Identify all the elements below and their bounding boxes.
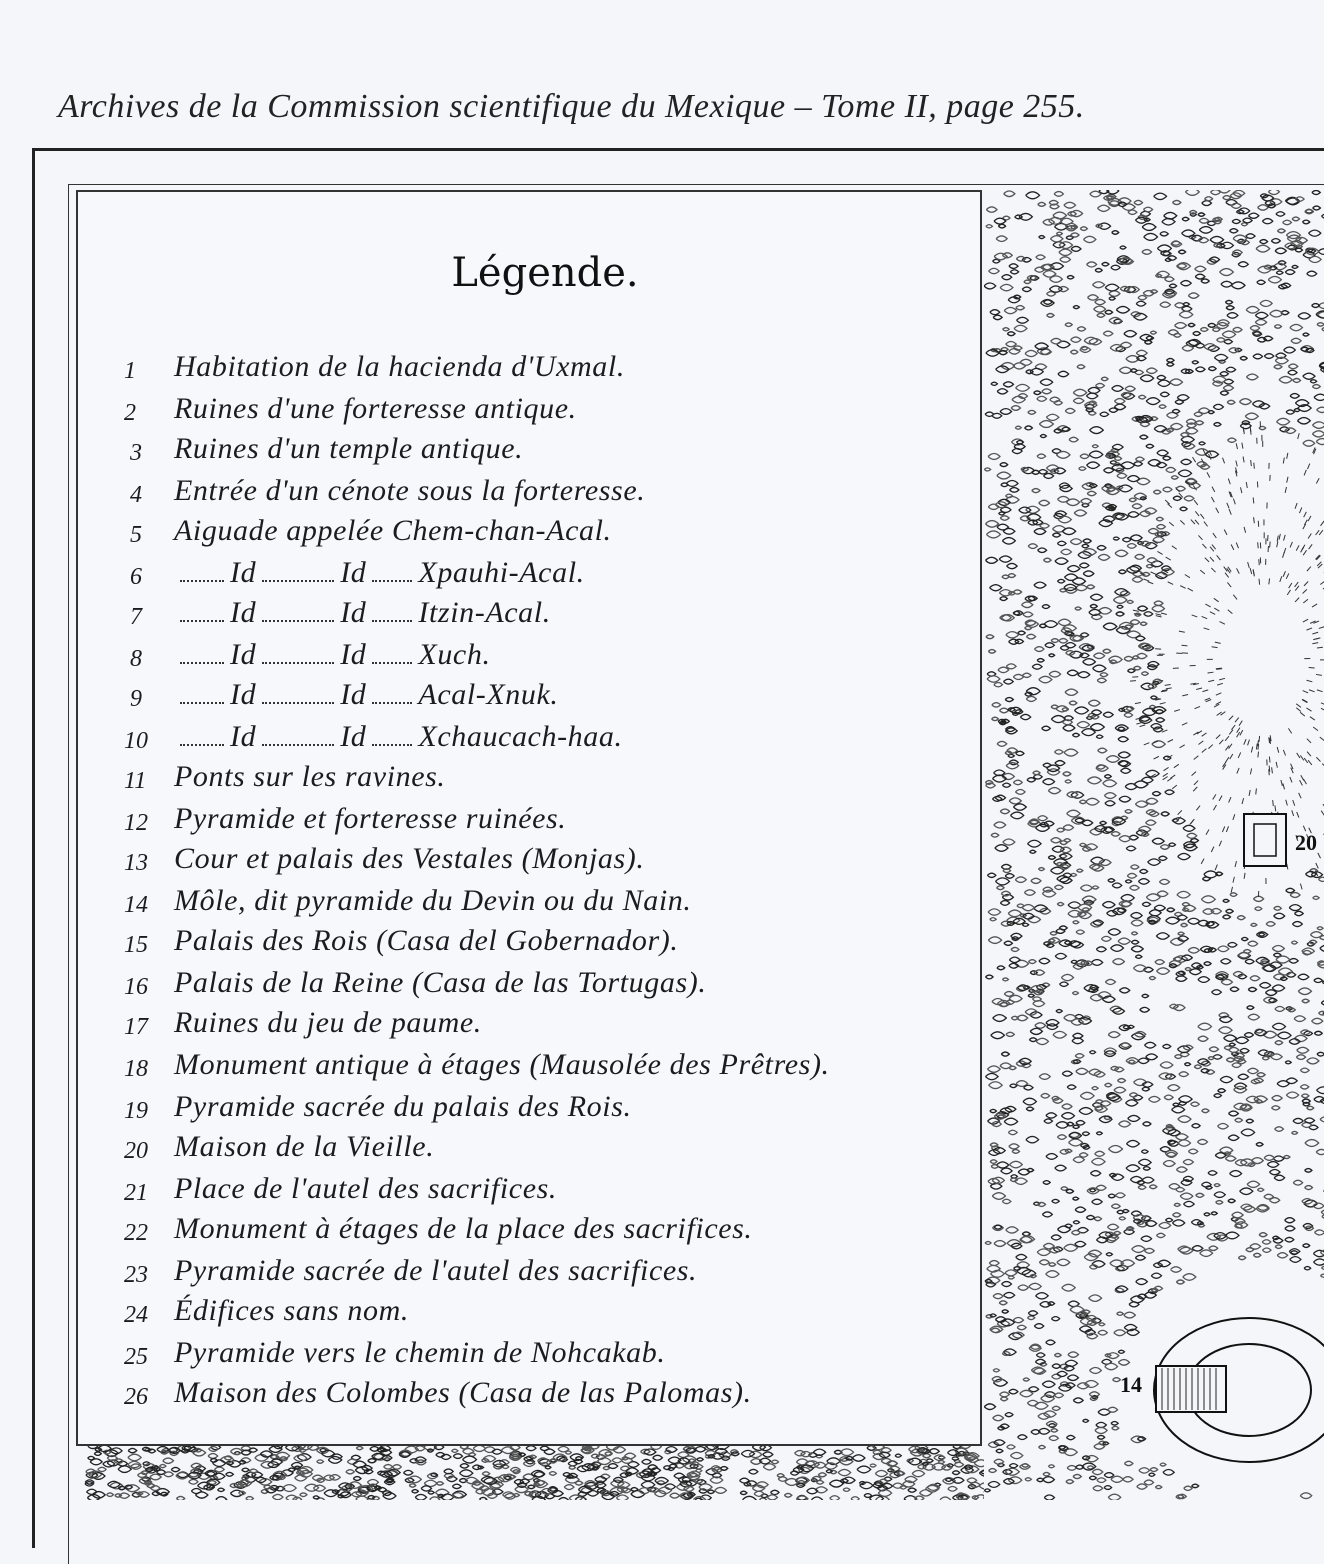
legend-item-text: Pyramide et forteresse ruinées. xyxy=(174,802,566,836)
legend-item-number: 14 xyxy=(124,892,166,919)
dot-leader xyxy=(180,562,224,582)
legend-item-number: 23 xyxy=(124,1262,166,1289)
legend-item-name: Acal-Xnuk. xyxy=(418,678,558,711)
legend-item-number: 3 xyxy=(130,440,172,467)
legend-item-text: Ponts sur les ravines. xyxy=(174,760,446,794)
idem-1: Id xyxy=(230,720,256,753)
dot-leader xyxy=(262,684,334,704)
legend-item-text: Maison des Colombes (Casa de las Palomas). xyxy=(174,1376,752,1410)
legend-item-number: 12 xyxy=(124,810,166,837)
legend-item-number: 8 xyxy=(130,646,172,673)
legend-item-text: Habitation de la hacienda d'Uxmal. xyxy=(174,350,625,384)
dot-leader xyxy=(262,644,334,664)
idem-2: Id xyxy=(340,596,366,629)
legend-item-number: 16 xyxy=(124,974,166,1001)
legend-item-name: Xuch. xyxy=(418,638,490,671)
legend-item-number: 11 xyxy=(124,768,166,795)
legend-item-name: Xchaucach-haa. xyxy=(418,720,622,753)
idem-1: Id xyxy=(230,678,256,711)
legend-item-text: Entrée d'un cénote sous la forteresse. xyxy=(174,474,645,508)
legend-item-text xyxy=(180,638,491,672)
legend-title: Légende. xyxy=(0,250,1090,296)
legend-item-text xyxy=(180,720,623,754)
legend-item-number: 25 xyxy=(124,1344,166,1371)
idem-1: Id xyxy=(230,556,256,589)
dot-leader xyxy=(372,726,412,746)
legend-item-text: Ruines du jeu de paume. xyxy=(174,1006,482,1040)
legend-item-text: Palais des Rois (Casa del Gobernador). xyxy=(174,924,678,958)
legend-item-text: Cour et palais des Vestales (Monjas). xyxy=(174,842,645,876)
dot-leader xyxy=(262,562,334,582)
legend-item-number: 17 xyxy=(124,1014,166,1041)
map-label-14: 14 xyxy=(1120,1372,1142,1398)
legend-item-name: Itzin-Acal. xyxy=(418,596,550,629)
legend-item-number: 2 xyxy=(124,400,166,427)
legend-item-number: 19 xyxy=(124,1098,166,1125)
map-area xyxy=(984,190,1324,1500)
legend-item-number: 4 xyxy=(130,482,172,509)
legend-item-text: Pyramide sacrée du palais des Rois. xyxy=(174,1090,632,1124)
dot-leader xyxy=(372,602,412,622)
legend-item-number: 13 xyxy=(124,850,166,877)
dot-leader xyxy=(372,684,412,704)
map-engraving xyxy=(984,190,1324,1500)
idem-2: Id xyxy=(340,638,366,671)
idem-2: Id xyxy=(340,556,366,589)
dot-leader xyxy=(372,562,412,582)
legend-item-number: 7 xyxy=(130,604,172,631)
legend-item-number: 15 xyxy=(124,932,166,959)
legend-item-text: Môle, dit pyramide du Devin ou du Nain. xyxy=(174,884,692,918)
legend-item-number: 10 xyxy=(124,728,166,755)
idem-2: Id xyxy=(340,678,366,711)
idem-1: Id xyxy=(230,638,256,671)
legend-item-text: Pyramide sacrée de l'autel des sacrifices. xyxy=(174,1254,697,1288)
idem-2: Id xyxy=(340,720,366,753)
legend-item-text: Édifices sans nom. xyxy=(174,1294,409,1328)
legend-item-number: 26 xyxy=(124,1384,166,1411)
legend-item-text: Palais de la Reine (Casa de las Tortugas). xyxy=(174,966,706,1000)
idem-1: Id xyxy=(230,596,256,629)
dot-leader xyxy=(262,726,334,746)
legend-item-number: 20 xyxy=(124,1138,166,1165)
map-bottom-strip xyxy=(84,1446,984,1500)
page-header: Archives de la Commission scientifique du Mexique – Tome II, page 255. xyxy=(58,88,1298,126)
legend-item-number: 24 xyxy=(124,1302,166,1329)
dot-leader xyxy=(180,684,224,704)
dot-leader xyxy=(180,602,224,622)
legend-item-number: 6 xyxy=(130,564,172,591)
dot-leader xyxy=(180,726,224,746)
legend-item-text: Maison de la Vieille. xyxy=(174,1130,434,1164)
legend-item-text: Ruines d'une forteresse antique. xyxy=(174,392,577,426)
legend-item-text: Ruines d'un temple antique. xyxy=(174,432,523,466)
legend-item-text: Pyramide vers le chemin de Nohcakab. xyxy=(174,1336,665,1370)
legend-item-text xyxy=(180,556,585,590)
legend-item-text xyxy=(180,678,559,712)
legend-item-text: Monument antique à étages (Mausolée des Prêtres). xyxy=(174,1048,830,1082)
legend-item-text: Aiguade appelée Chem-chan-Acal. xyxy=(174,514,612,548)
legend-item-number: 5 xyxy=(130,522,172,549)
legend-item-text xyxy=(180,596,551,630)
legend-item-number: 1 xyxy=(124,358,166,385)
dot-leader xyxy=(262,602,334,622)
map-bottom-engraving xyxy=(84,1446,984,1500)
legend-item-number: 21 xyxy=(124,1180,166,1207)
legend-item-name: Xpauhi-Acal. xyxy=(418,556,584,589)
legend-item-text: Place de l'autel des sacrifices. xyxy=(174,1172,557,1206)
legend-item-number: 22 xyxy=(124,1220,166,1247)
dot-leader xyxy=(180,644,224,664)
legend-item-number: 9 xyxy=(130,686,172,713)
legend-item-text: Monument à étages de la place des sacrifices. xyxy=(174,1212,753,1246)
legend-item-number: 18 xyxy=(124,1056,166,1083)
map-label-20: 20 xyxy=(1295,830,1317,856)
dot-leader xyxy=(372,644,412,664)
